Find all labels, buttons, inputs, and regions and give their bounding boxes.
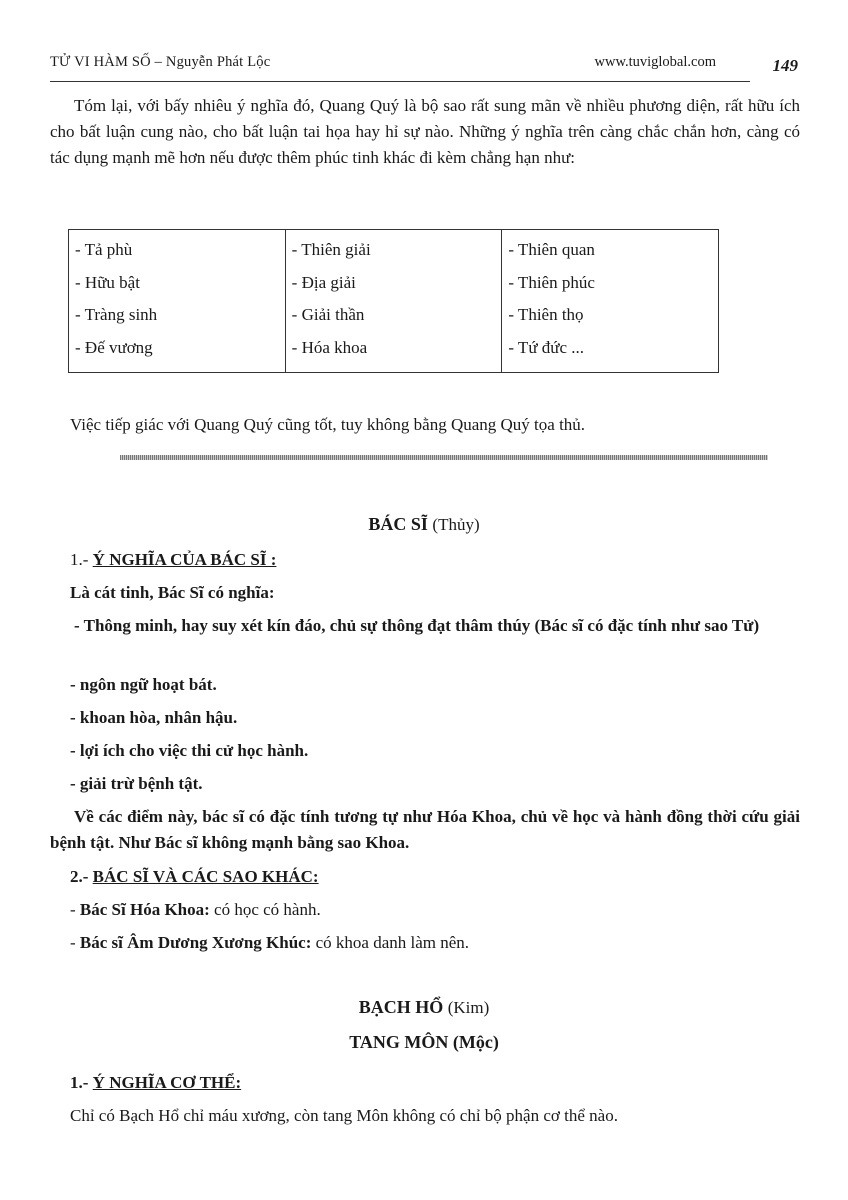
table-cell: - Địa giải bbox=[291, 272, 356, 292]
table-cell: - Thiên thọ bbox=[508, 305, 584, 324]
bac-si-section-1-heading bbox=[70, 547, 800, 573]
bac-si-title: BÁC SĨ bbox=[368, 514, 428, 534]
section-divider bbox=[120, 455, 768, 460]
page-number: 149 bbox=[772, 56, 798, 75]
table-cell: - Hữu bật bbox=[75, 272, 140, 292]
combo-bold: Bác sĩ Âm Dương Xương Khúc: bbox=[79, 933, 312, 952]
section-number: 1.- bbox=[70, 1073, 89, 1092]
header-website: www.tuviglobal.com bbox=[594, 54, 716, 70]
bac-si-summary: Về các điểm này, bác sĩ có đặc tính tương tự như Hóa Khoa, chủ về học và hành đồng thời cứu giải bệnh tật. Như Bác sĩ không mạnh bằng sao Khoa. bbox=[50, 807, 800, 852]
section-title: Ý NGHĨA CƠ THỂ: bbox=[92, 1073, 242, 1092]
table-column bbox=[69, 230, 286, 373]
bach-ho-heading bbox=[0, 997, 848, 1018]
combo-bold: Bác Sĩ Hóa Khoa: bbox=[79, 900, 210, 919]
bac-si-item: - Thông minh, hay suy xét kín đáo, chủ sự thông đạt thâm thúy (Bác sĩ có đặc tính như sao Tử) bbox=[74, 616, 760, 635]
combo-prefix: - bbox=[70, 900, 80, 919]
bach-ho-text: Chỉ có Bạch Hổ chỉ máu xương, còn tang Môn không có chỉ bộ phận cơ thể nào. bbox=[70, 1106, 618, 1125]
bac-si-item: - khoan hòa, nhân hậu. bbox=[70, 708, 238, 727]
section-title: Ý NGHĨA CỦA BÁC SĨ : bbox=[92, 550, 277, 569]
page-header bbox=[50, 52, 750, 82]
table-cell: - Tứ đức ... bbox=[508, 337, 585, 357]
combo-prefix: - bbox=[70, 933, 80, 952]
bac-si-element: (Thủy) bbox=[432, 515, 480, 534]
star-table bbox=[68, 229, 719, 373]
section-number: 1.- bbox=[70, 550, 89, 569]
combo-rest: có học có hành. bbox=[209, 900, 321, 919]
table-cell: - Thiên quan bbox=[508, 240, 595, 259]
intro-paragraph: Tóm lại, với bấy nhiêu ý nghĩa đó, Quang Quý là bộ sao rất sung mãn về nhiều phương diện, rất hữu ích cho bất luận cung nào, cho bất luận tai họa hay hỉ sự nào. Những ý nghĩa trên càng chắc chắn hơn, càng có tác dụng mạnh mẽ hơn nếu được thêm phúc tinh khác đi kèm chẳng hạn như: bbox=[50, 96, 800, 167]
after-table-text: Việc tiếp giác với Quang Quý cũng tốt, tuy không bằng Quang Quý tọa thủ. bbox=[70, 415, 586, 434]
bac-si-heading bbox=[0, 514, 848, 535]
section-number: 2.- bbox=[70, 867, 89, 886]
header-title: TỬ VI HÀM SỐ – Nguyễn Phát Lộc bbox=[50, 54, 271, 70]
bach-ho-element: (Kim) bbox=[447, 998, 490, 1017]
table-cell: - Thiên giải bbox=[291, 240, 371, 259]
bach-ho-section-1-heading bbox=[70, 1070, 800, 1096]
combo-line bbox=[70, 930, 800, 956]
bach-ho-title: BẠCH HỔ bbox=[358, 997, 444, 1017]
table-cell: - Đế vương bbox=[75, 337, 153, 357]
table-cell: - Tả phù bbox=[75, 240, 133, 259]
bac-si-item: - ngôn ngữ hoạt bát. bbox=[70, 675, 217, 694]
bac-si-item: - lợi ích cho việc thi cử học hành. bbox=[70, 741, 309, 760]
combo-rest: có khoa danh làm nên. bbox=[311, 933, 470, 952]
bac-si-item: - giải trừ bệnh tật. bbox=[70, 774, 203, 793]
table-column bbox=[285, 230, 502, 373]
table-cell: - Hóa khoa bbox=[291, 337, 368, 357]
combo-line bbox=[70, 897, 800, 923]
table-column bbox=[502, 230, 719, 373]
section-title: BÁC SĨ VÀ CÁC SAO KHÁC: bbox=[92, 867, 319, 886]
table-cell: - Thiên phúc bbox=[508, 272, 595, 292]
table-cell: - Giải thần bbox=[291, 305, 365, 324]
table-cell: - Tràng sinh bbox=[75, 305, 158, 324]
bac-si-intro: Là cát tinh, Bác Sĩ có nghĩa: bbox=[70, 583, 275, 602]
bac-si-section-2-heading bbox=[70, 864, 800, 890]
tang-mon-title: TANG MÔN (Mộc) bbox=[349, 1032, 499, 1052]
